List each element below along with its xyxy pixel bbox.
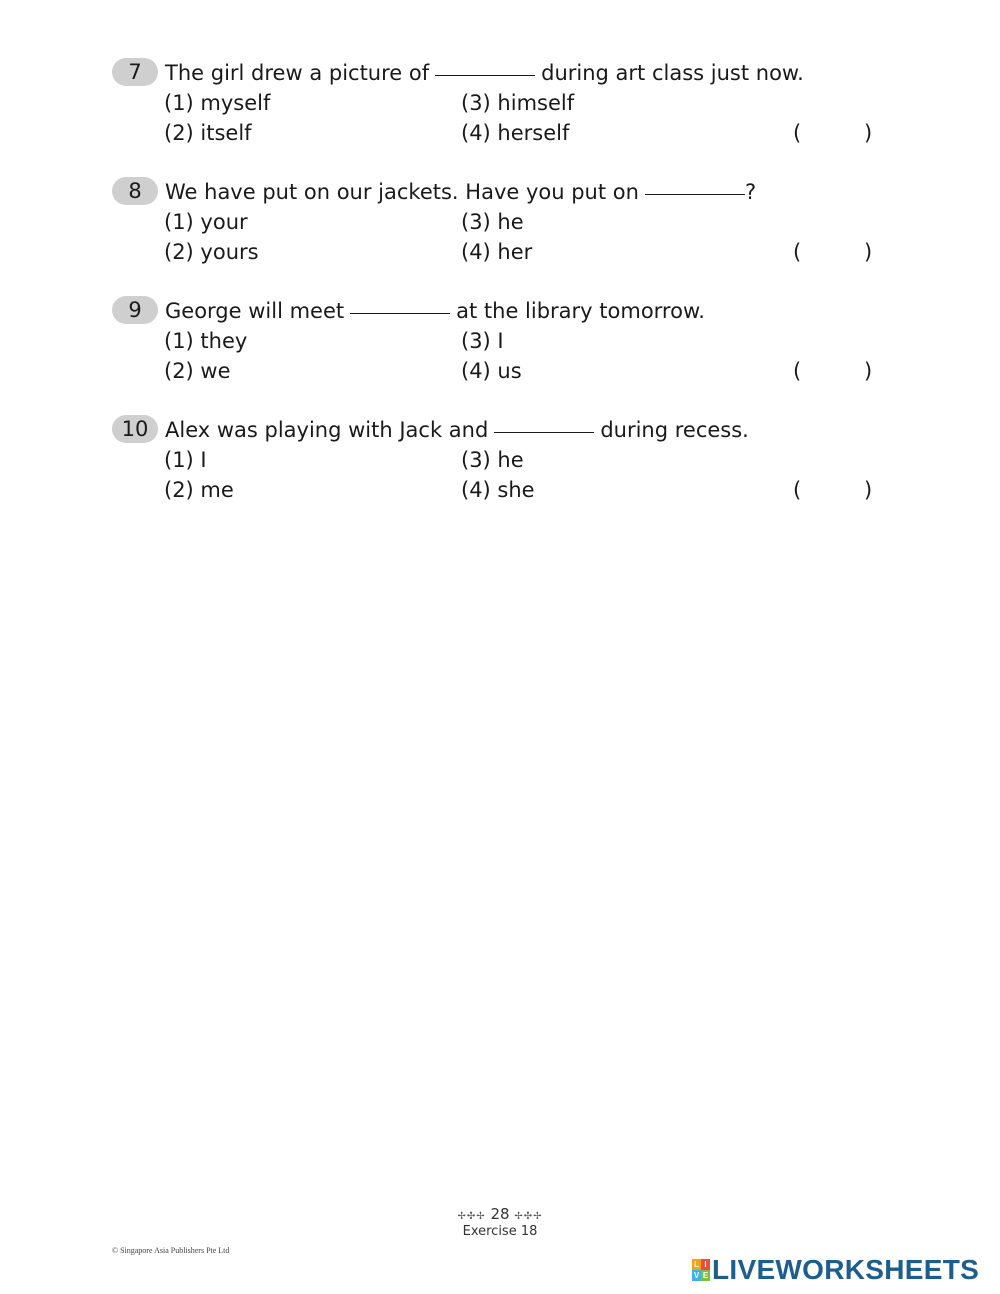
answer-paren-open: ( [793, 121, 802, 145]
option-1[interactable]: (1) your [164, 210, 248, 234]
option-1[interactable]: (1) they [164, 329, 248, 353]
answer-paren-open: ( [793, 478, 802, 502]
options-row-2 [112, 356, 892, 386]
answer-paren-close: ) [864, 121, 873, 145]
question-number-badge: 7 [112, 58, 158, 86]
question-10 [112, 415, 892, 505]
question-text [165, 296, 705, 326]
option-4[interactable]: (4) us [461, 359, 522, 383]
logo-letter-l: L [692, 1259, 701, 1270]
copyright-notice: © Singapore Asia Publishers Pte Ltd [112, 1246, 230, 1255]
live-logo-icon [692, 1259, 710, 1281]
question-text-after: during art class just now. [541, 61, 804, 85]
question-text-after: during recess. [600, 418, 749, 442]
answer-blank [645, 193, 745, 195]
option-1[interactable]: (1) myself [164, 91, 271, 115]
answer-paren-close: ) [864, 359, 873, 383]
options-row-1 [112, 326, 892, 356]
question-number-badge: 8 [112, 177, 158, 205]
answer-paren-open: ( [793, 240, 802, 264]
logo-letter-i: I [701, 1259, 710, 1270]
option-4[interactable]: (4) her [461, 240, 533, 264]
question-number-badge: 9 [112, 296, 158, 324]
options-row-1 [112, 88, 892, 118]
liveworksheets-brand [692, 1255, 979, 1285]
option-3[interactable]: (3) he [461, 448, 524, 472]
question-stem [112, 58, 892, 88]
option-2[interactable]: (2) we [164, 359, 231, 383]
question-text [165, 58, 804, 88]
question-text-after: at the library tomorrow. [456, 299, 705, 323]
brand-name: LIVEWORKSHEETS [712, 1254, 980, 1285]
option-3[interactable]: (3) himself [461, 91, 575, 115]
option-4[interactable]: (4) she [461, 478, 535, 502]
answer-blank [350, 312, 450, 314]
answer-paren-close: ) [864, 478, 873, 502]
question-number-badge: 10 [112, 415, 158, 443]
question-stem [112, 415, 892, 445]
question-text-before: The girl drew a picture of [165, 61, 430, 85]
options-row-2 [112, 475, 892, 505]
question-7 [112, 58, 892, 148]
question-9 [112, 296, 892, 386]
question-text [165, 415, 749, 445]
question-8 [112, 177, 892, 267]
question-stem [112, 177, 892, 207]
logo-letter-e: E [702, 1271, 709, 1280]
page-number-line [400, 1205, 600, 1223]
option-1[interactable]: (1) I [164, 448, 207, 472]
question-stem [112, 296, 892, 326]
option-2[interactable]: (2) me [164, 478, 234, 502]
option-3[interactable]: (3) he [461, 210, 524, 234]
decor-right-icon: ✢✣✢ [514, 1211, 543, 1222]
options-row-1 [112, 207, 892, 237]
option-2[interactable]: (2) itself [164, 121, 252, 145]
decor-left-icon: ✢✣✢ [457, 1211, 486, 1222]
option-3[interactable]: (3) I [461, 329, 504, 353]
question-text-after: ? [744, 180, 757, 204]
option-4[interactable]: (4) herself [461, 121, 570, 145]
question-text-before: Alex was playing with Jack and [165, 418, 489, 442]
options-row-2 [112, 237, 892, 267]
answer-blank [435, 74, 535, 76]
option-2[interactable]: (2) yours [164, 240, 259, 264]
question-text-before: George will meet [165, 299, 345, 323]
question-text-before: We have put on our jackets. Have you put on [165, 180, 639, 204]
answer-blank [494, 431, 594, 433]
page-number: 28 [490, 1205, 510, 1223]
question-text [165, 177, 756, 207]
logo-letter-v: V [693, 1271, 700, 1280]
exercise-label: Exercise 18 [462, 1224, 538, 1239]
answer-paren-close: ) [864, 240, 873, 264]
options-row-2 [112, 118, 892, 148]
options-row-1 [112, 445, 892, 475]
answer-paren-open: ( [793, 359, 802, 383]
